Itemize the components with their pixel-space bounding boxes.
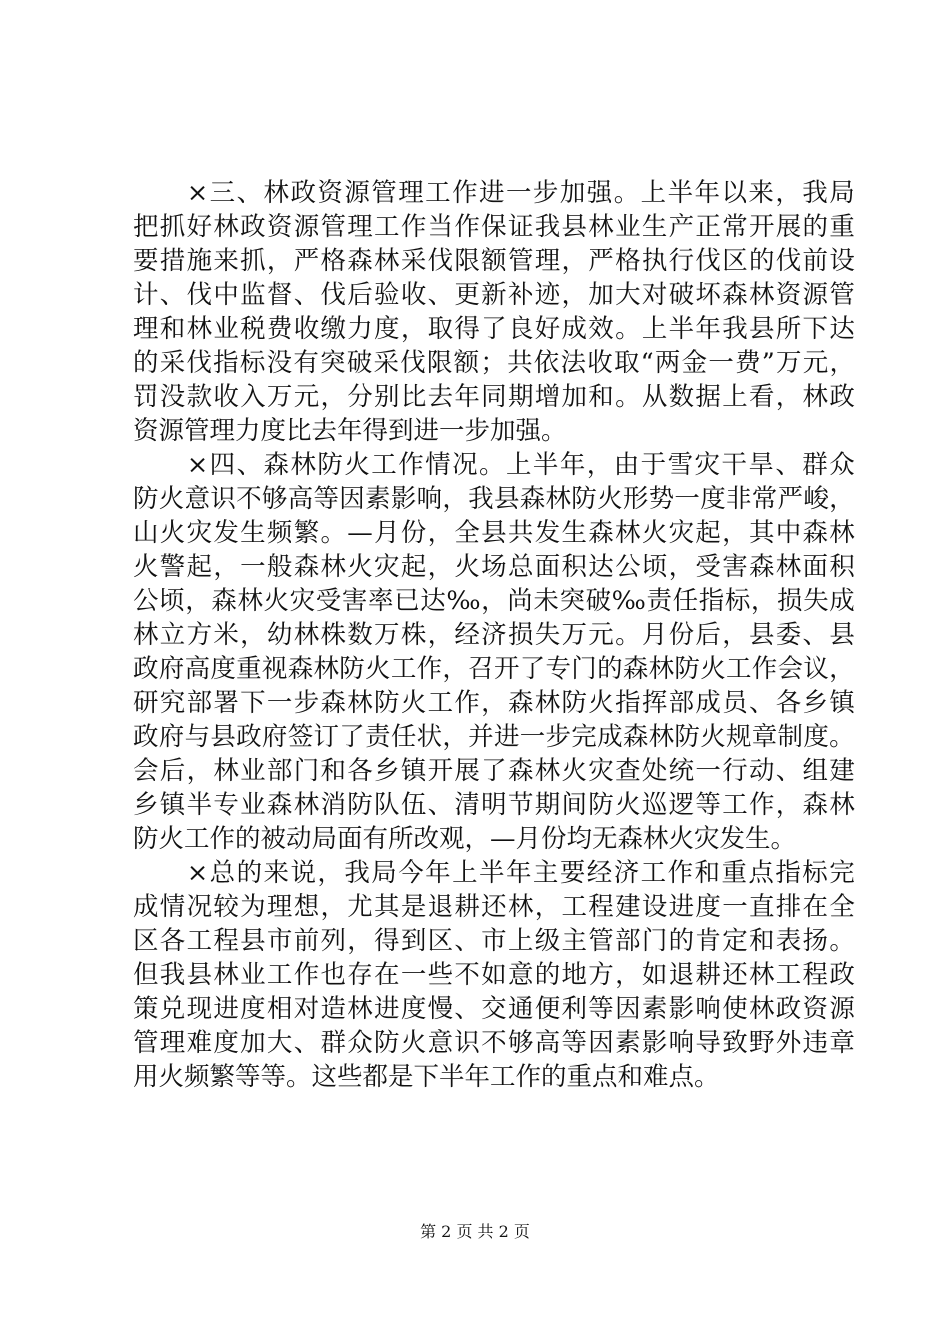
- text-line: 山 火 灾 发 生 频 繁 。 — 月 份 ， 全 县 共 发 生 森 林 火 灾 起 ， 其 中 森 林: [133, 518, 855, 548]
- text-line: 防 火 意 识 不 够 高 等 因 素 影 响 ， 我 县 森 林 防 火 形 势 一 度 非 常 严 峻 ，: [133, 484, 855, 514]
- text-line: 资源管理力度比去年得到进一步加强。: [133, 416, 567, 446]
- text-line: × 三 、 林 政 资 源 管 理 工 作 进 一 步 加 强 。 上 半 年 以 来 ， 我 局: [186, 178, 855, 208]
- text-line: 防火工作的被动局面有所改观，—月份均无森林火灾发生。: [133, 824, 797, 854]
- paragraph-forest-fire-prevention: [133, 448, 855, 856]
- text-line: 区 各 工 程 县 市 前 列 ， 得 到 区 、 市 上 级 主 管 部 门 的 肯 定 和 表 扬 。: [133, 926, 855, 956]
- text-line: 计 、 伐 中 监 督 、 伐 后 验 收 、 更 新 补 迹 ， 加 大 对 破 坏 森 林 资 源 管: [133, 280, 855, 310]
- text-line: 研 究 部 署 下 一 步 森 林 防 火 工 作 ， 森 林 防 火 指 挥 部 成 员 、 各 乡 镇: [133, 688, 855, 718]
- text-line: 火 警 起 ， 一 般 森 林 火 灾 起 ， 火 场 总 面 积 达 公 顷 ， 受 害 森 林 面 积: [133, 552, 855, 582]
- text-line: × 总 的 来 说 ， 我 局 今 年 上 半 年 主 要 经 济 工 作 和 重 点 指 标 完: [186, 858, 855, 888]
- text-line: 公 顷 ， 森 林 火 灾 受 害 率 已 达 ‰ ， 尚 未 突 破 ‰ 责 任 指 标 ， 损 失 成: [133, 586, 855, 616]
- text-line: 林 立 方 米 ， 幼 林 株 数 万 株 ， 经 济 损 失 万 元 。 月 份 后 ， 县 委 、 县: [133, 620, 855, 650]
- paragraph-forest-resource-management: [133, 176, 855, 448]
- text-line: 用火频繁等等。这些都是下半年工作的重点和难点。: [133, 1062, 720, 1092]
- text-line: 管 理 难 度 加 大 、 群 众 防 火 意 识 不 够 高 等 因 素 影 响 导 致 野 外 违 章: [133, 1028, 855, 1058]
- text-line: 把 抓 好 林 政 资 源 管 理 工 作 当 作 保 证 我 县 林 业 生 产 正 常 开 展 的 重: [133, 212, 855, 242]
- text-line: × 四 、 森 林 防 火 工 作 情 况 。 上 半 年 ， 由 于 雪 灾 干 旱 、 群 众: [186, 450, 855, 480]
- paragraph-summary: [133, 856, 855, 1094]
- text-line: 理 和 林 业 税 费 收 缴 力 度 ， 取 得 了 良 好 成 效 。 上 半 年 我 县 所 下 达: [133, 314, 855, 344]
- page-footer: [0, 1222, 950, 1242]
- text-line: 政 府 与 县 政 府 签 订 了 责 任 状 ， 并 进 一 步 完 成 森 林 防 火 规 章 制 度 。: [133, 722, 855, 752]
- text-line: 政 府 高 度 重 视 森 林 防 火 工 作 ， 召 开 了 专 门 的 森 林 防 火 工 作 会 议 ，: [133, 654, 855, 684]
- text-line: 的 采 伐 指 标 没 有 突 破 采 伐 限 额 ； 共 依 法 收 取 “ 两 金 一 费 ” 万 元 ，: [133, 348, 855, 378]
- text-line: 会 后 ， 林 业 部 门 和 各 乡 镇 开 展 了 森 林 火 灾 查 处 统 一 行 动 、 组 建: [133, 756, 855, 786]
- document-body: [133, 176, 855, 1094]
- text-line: 乡 镇 半 专 业 森 林 消 防 队 伍 、 清 明 节 期 间 防 火 巡 逻 等 工 作 ， 森 林: [133, 790, 855, 820]
- page-number-label: 第 2 页 共 2 页: [420, 1222, 530, 1241]
- text-line: 策 兑 现 进 度 相 对 造 林 进 度 慢 、 交 通 便 利 等 因 素 影 响 使 林 政 资 源: [133, 994, 855, 1024]
- text-line: 要 措 施 来 抓 ， 严 格 森 林 采 伐 限 额 管 理 ， 严 格 执 行 伐 区 的 伐 前 设: [133, 246, 855, 276]
- text-line: 罚 没 款 收 入 万 元 ， 分 别 比 去 年 同 期 增 加 和 。 从 数 据 上 看 ， 林 政: [133, 382, 855, 412]
- text-line: 但 我 县 林 业 工 作 也 存 在 一 些 不 如 意 的 地 方 ， 如 退 耕 还 林 工 程 政: [133, 960, 855, 990]
- text-line: 成 情 况 较 为 理 想 ， 尤 其 是 退 耕 还 林 ， 工 程 建 设 进 度 一 直 排 在 全: [133, 892, 855, 922]
